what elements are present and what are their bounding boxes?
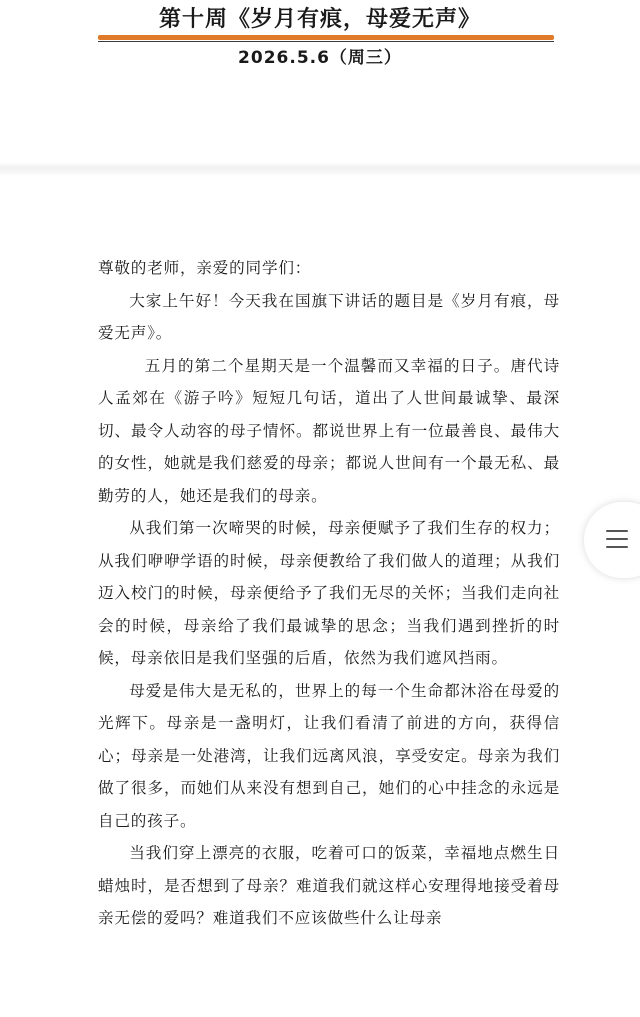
title-underline-orange <box>98 35 554 40</box>
salutation: 尊敬的老师，亲爱的同学们： <box>98 259 312 277</box>
speech-body <box>98 252 560 935</box>
title-underline-thin <box>98 41 554 42</box>
speech-date: 2026.5.6（周三） <box>238 48 402 68</box>
paragraph-mother-love: 母爱是伟大是无私的，世界上的每一个生命都沐浴在母爱的光辉下。母亲是一盏明灯，让我们看清了前进的方向，获得信心；母亲是一处港湾，让我们远离风浪，享受安定。母亲为我们做了很多，而她们从来没有想到自己，她们的心中挂念的永远是自己的孩子。 <box>98 681 560 830</box>
paragraph-greeting: 大家上午好！今天我在国旗下讲话的题目是《岁月有痕，母爱无声》。 <box>98 291 560 342</box>
paragraph-reflection: 当我们穿上漂亮的衣服，吃着可口的饭菜，幸福地点燃生日蜡烛时，是否想到了母亲？难道我们就这样心安理得地接受着母亲无偿的爱吗？难道我们不应该做些什么让母亲 <box>98 844 560 927</box>
page-header <box>0 0 640 168</box>
side-menu-button[interactable] <box>584 502 640 578</box>
hamburger-menu-icon <box>606 528 628 550</box>
paragraph-childhood: 从我们第一次啼哭的时候，母亲便赋予了我们生存的权力；从我们咿咿学语的时候，母亲便教给了我们做人的道理；从我们迈入校门的时候，母亲便给予了我们无尽的关怀；当我们走向社会的时候，母亲给了我们最诚挚的思念；当我们遇到挫折的时候，母亲依旧是我们坚强的后盾，依然为我们遮风挡雨。 <box>98 519 560 667</box>
paragraph-mothers-day: 五月的第二个星期天是一个温馨而又幸福的日子。唐代诗人孟郊在《游子吟》短短几句话，道出了人世间最诚挚、最深切、最令人动容的母子情怀。都说世界上有一位最善良、最伟大的女性，她就是我们慈爱的母亲；都说人世间有一个最无私、最勤劳的人，她还是我们的母亲。 <box>98 356 560 505</box>
page-separator <box>0 162 640 176</box>
page-title: 第十周《岁月有痕，母爱无声》 <box>158 6 481 32</box>
